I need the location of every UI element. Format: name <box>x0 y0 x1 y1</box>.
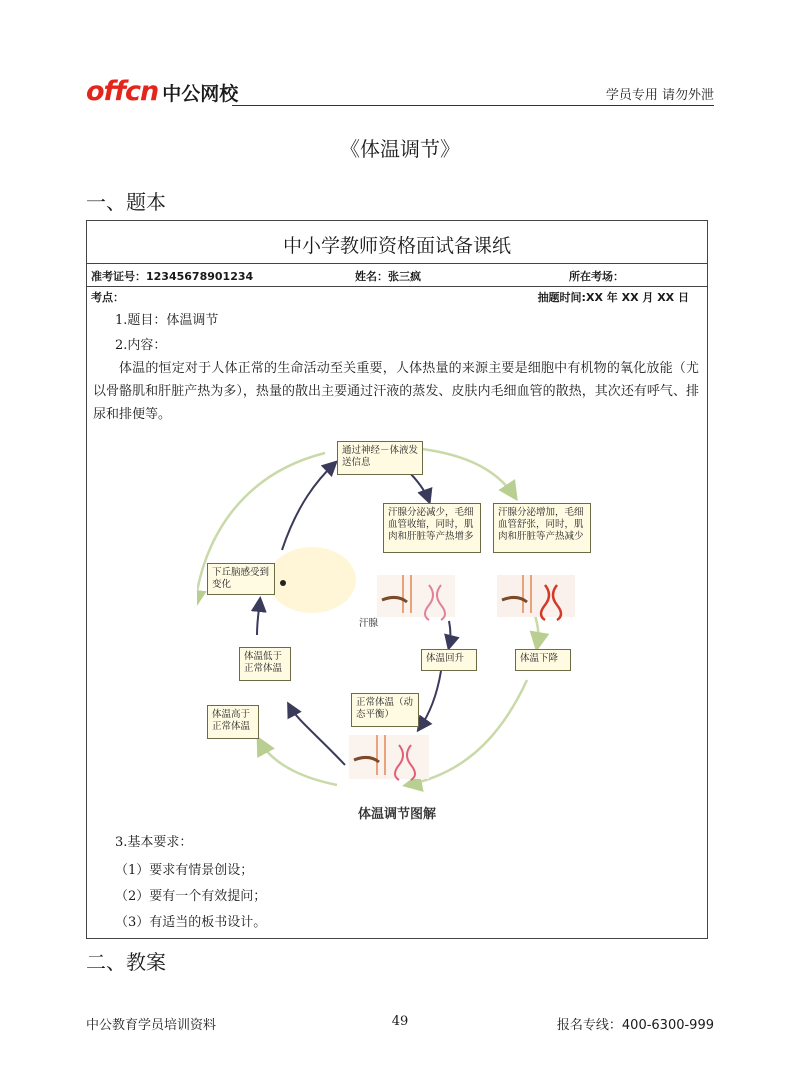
inner-arrow-to-normal <box>419 671 441 729</box>
content-paragraph: 体温的恒定对于人体正常的生命活动至关重要，人体热量的来源主要是细胞中有机物的氧化放能（尤以骨骼肌和肝脏产热为多），热量的散出主要通过汗液的蒸发、皮肤内毛细血管的散热，其次还有呼气、排尿和排便等。 <box>93 361 699 422</box>
page-header <box>86 74 714 108</box>
header-confidential-note: 学员专用 请勿外泄 <box>605 88 714 103</box>
candidate-name: 姓名：张三疯 <box>355 270 421 283</box>
content-label: 2.内容： <box>115 338 167 353</box>
box-normal-temp: 正常体温（动态平衡） <box>351 693 419 727</box>
logo-chinese: 中公网校 <box>162 83 239 105</box>
inner-arrow-up <box>282 463 335 550</box>
box-temp-rise: 体温回升 <box>421 649 477 671</box>
exam-site: 所在考场： <box>569 270 624 283</box>
outer-arrow-top-right <box>422 449 515 497</box>
outer-arrow-right <box>535 615 538 647</box>
exam-point-row <box>87 287 707 305</box>
box-temp-fall: 体温下降 <box>515 649 571 671</box>
form-title: 中小学教师资格面试备课纸 <box>282 235 511 257</box>
diagram-caption: 体温调节图解 <box>357 807 436 822</box>
inner-arrow-left <box>257 600 260 635</box>
diagram-graphics <box>197 435 597 825</box>
requirement-2: （2）要有一个有效提问； <box>115 889 267 904</box>
box-send-signal: 通过神经－体液发送信息 <box>337 441 423 475</box>
candidate-id: 准考证号：12345678901234 <box>91 270 254 283</box>
section-heading-lesson-plan: 二、教案 <box>86 950 166 974</box>
inner-arrow-to-rise <box>449 621 451 647</box>
box-cold-response: 汗腺分泌减少，毛细血管收缩，同时，肌肉和肝脏等产热增多 <box>383 503 481 553</box>
draw-time: 抽题时间:XX 年 XX 月 XX 日 <box>537 291 689 304</box>
page-number: 49 <box>391 1014 409 1029</box>
exam-point-label: 考点： <box>91 291 124 304</box>
footer-hotline: 报名专线：400-6300-999 <box>556 1018 714 1033</box>
outer-arrow-bottom-left <box>259 740 337 785</box>
skin-cross-section-left <box>377 575 455 620</box>
header-divider <box>232 105 714 106</box>
thermoregulation-diagram <box>197 435 597 825</box>
box-hypothalamus: 下丘脑感受到变化 <box>207 563 275 595</box>
brain-illustration <box>268 547 356 613</box>
candidate-info-row <box>87 263 707 287</box>
sweat-gland-label: 汗腺 <box>359 618 379 629</box>
box-below-normal: 体温低于正常体温 <box>239 647 291 681</box>
question-title: 1.题目：体温调节 <box>115 313 219 328</box>
prep-form <box>86 220 708 939</box>
hypothalamus-dot <box>280 580 286 586</box>
skin-cross-section-bottom <box>349 735 429 780</box>
document-title: 《体温调节》 <box>340 137 460 161</box>
offcn-logo <box>86 76 238 106</box>
box-above-normal: 体温高于正常体温 <box>207 705 259 739</box>
page-footer <box>86 1014 714 1034</box>
logo-english: offcn <box>86 76 159 107</box>
footer-left: 中公教育学员培训资料 <box>86 1018 217 1033</box>
requirement-3: （3）有适当的板书设计。 <box>115 915 267 930</box>
skin-cross-section-right <box>497 575 575 620</box>
section-heading-question: 一、题本 <box>86 190 166 214</box>
requirements-label: 3.基本要求： <box>115 835 193 850</box>
requirement-1: （1）要求有情景创设； <box>115 863 254 878</box>
inner-arrow-bottom-left <box>289 705 345 765</box>
box-heat-response: 汗腺分泌增加，毛细血管舒张，同时，肌肉和肝脏等产热减少 <box>493 503 591 553</box>
